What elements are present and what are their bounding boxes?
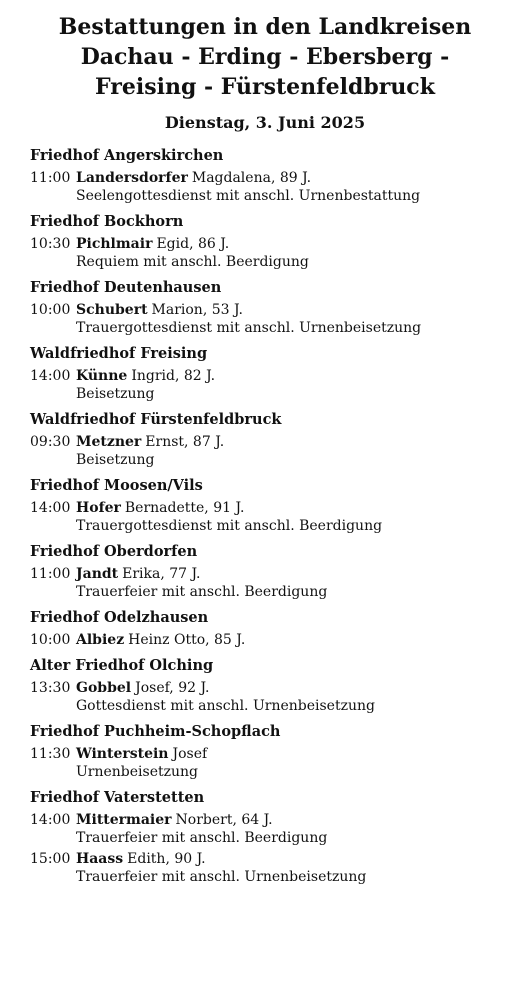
entry-surname: Schubert [76, 302, 148, 318]
entry-given-name-age: Egid, 86 J. [156, 236, 230, 252]
cemetery-name: Friedhof Bockhorn [30, 213, 184, 230]
funeral-entry [30, 631, 500, 649]
entry-service: Trauerfeier mit anschl. Urnenbeisetzung [76, 869, 367, 885]
page-title [30, 12, 500, 102]
entry-given-name-age: Ernst, 87 J. [145, 434, 225, 450]
entry-service: Seelengottesdienst mit anschl. Urnenbestattung [76, 188, 421, 204]
cemetery-name: Friedhof Vaterstetten [30, 789, 205, 806]
cemetery-section [30, 476, 500, 535]
cemetery-name: Alter Friedhof Olching [30, 657, 214, 674]
entry-surname: Winterstein [76, 746, 169, 762]
entry-main-line [30, 850, 500, 868]
funeral-entry [30, 433, 500, 469]
entry-main-line [30, 745, 500, 763]
entry-service: Trauergottesdienst mit anschl. Beerdigung [76, 518, 383, 534]
entry-time: 14:00 [30, 812, 71, 828]
cemetery-section [30, 722, 500, 781]
entry-surname: Metzner [76, 434, 142, 450]
entry-given-name-age: Heinz Otto, 85 J. [128, 632, 246, 648]
entry-main-line [30, 169, 500, 187]
entry-service: Requiem mit anschl. Beerdigung [76, 254, 309, 270]
cemetery-name: Waldfriedhof Fürstenfeldbruck [30, 411, 282, 428]
entry-surname: Haass [76, 851, 124, 867]
cemetery-section [30, 212, 500, 271]
funeral-entry [30, 169, 500, 205]
entry-time: 10:00 [30, 632, 71, 648]
entry-time: 11:30 [30, 746, 71, 762]
cemetery-name: Friedhof Deutenhausen [30, 279, 222, 296]
entry-given-name-age: Norbert, 64 J. [175, 812, 273, 828]
entry-service: Trauergottesdienst mit anschl. Urnenbeisetzung [76, 320, 422, 336]
entry-surname: Jandt [76, 566, 119, 582]
cemetery-name: Waldfriedhof Freising [30, 345, 208, 362]
cemetery-section [30, 656, 500, 715]
funeral-entry [30, 745, 500, 781]
entry-given-name-age: Marion, 53 J. [151, 302, 243, 318]
entry-given-name-age: Erika, 77 J. [122, 566, 201, 582]
entry-time: 15:00 [30, 851, 71, 867]
entry-given-name-age: Magdalena, 89 J. [191, 170, 312, 186]
entry-main-line [30, 235, 500, 253]
title-line: Freising - Fürstenfeldbruck [95, 74, 435, 100]
cemetery-section [30, 608, 500, 649]
entry-time: 14:00 [30, 500, 71, 516]
entry-service: Beisetzung [76, 452, 155, 468]
funeral-entry [30, 679, 500, 715]
title-line: Dachau - Erding - Ebersberg - [80, 44, 450, 70]
entry-service: Urnenbeisetzung [76, 764, 199, 780]
entry-main-line [30, 367, 500, 385]
entry-main-line [30, 499, 500, 517]
cemetery-section [30, 278, 500, 337]
entry-surname: Gobbel [76, 680, 132, 696]
entry-main-line [30, 565, 500, 583]
entry-time: 10:30 [30, 236, 71, 252]
funeral-entry [30, 565, 500, 601]
entry-given-name-age: Ingrid, 82 J. [131, 368, 216, 384]
title-line: Bestattungen in den Landkreisen [58, 14, 472, 40]
entry-time: 09:30 [30, 434, 71, 450]
funeral-entry [30, 367, 500, 403]
cemetery-section [30, 146, 500, 205]
cemetery-section [30, 344, 500, 403]
cemetery-name: Friedhof Puchheim-Schopflach [30, 723, 281, 740]
cemetery-name: Friedhof Moosen/Vils [30, 477, 203, 494]
entry-surname: Albiez [76, 632, 125, 648]
entry-time: 14:00 [30, 368, 71, 384]
entry-main-line [30, 679, 500, 697]
cemetery-section [30, 788, 500, 886]
entry-time: 10:00 [30, 302, 71, 318]
entry-time: 13:30 [30, 680, 71, 696]
cemetery-name: Friedhof Odelzhausen [30, 609, 209, 626]
entry-service: Beisetzung [76, 386, 155, 402]
entry-given-name-age: Josef, 92 J. [135, 680, 210, 696]
funeral-entry [30, 301, 500, 337]
funeral-entry [30, 850, 500, 886]
funeral-entry [30, 499, 500, 535]
entry-main-line [30, 433, 500, 451]
funeral-entry [30, 235, 500, 271]
entry-service: Trauerfeier mit anschl. Beerdigung [76, 584, 328, 600]
cemetery-name: Friedhof Angerskirchen [30, 147, 224, 164]
entry-main-line [30, 301, 500, 319]
entry-given-name-age: Edith, 90 J. [127, 851, 206, 867]
entry-surname: Künne [76, 368, 128, 384]
funeral-entry [30, 811, 500, 847]
cemetery-section [30, 542, 500, 601]
entry-time: 11:00 [30, 566, 71, 582]
cemetery-section [30, 410, 500, 469]
entry-given-name-age: Bernadette, 91 J. [124, 500, 245, 516]
entry-main-line [30, 631, 500, 649]
entry-surname: Hofer [76, 500, 121, 516]
cemetery-list [30, 146, 500, 886]
cemetery-name: Friedhof Oberdorfen [30, 543, 198, 560]
entry-surname: Landersdorfer [76, 170, 188, 186]
entry-time: 11:00 [30, 170, 71, 186]
entry-surname: Pichlmair [76, 236, 153, 252]
entry-service: Gottesdienst mit anschl. Urnenbeisetzung [76, 698, 375, 714]
entry-service: Trauerfeier mit anschl. Beerdigung [76, 830, 328, 846]
funeral-date: Dienstag, 3. Juni 2025 [164, 113, 366, 132]
entry-given-name-age: Josef [172, 746, 208, 762]
entry-surname: Mittermaier [76, 812, 172, 828]
entry-main-line [30, 811, 500, 829]
